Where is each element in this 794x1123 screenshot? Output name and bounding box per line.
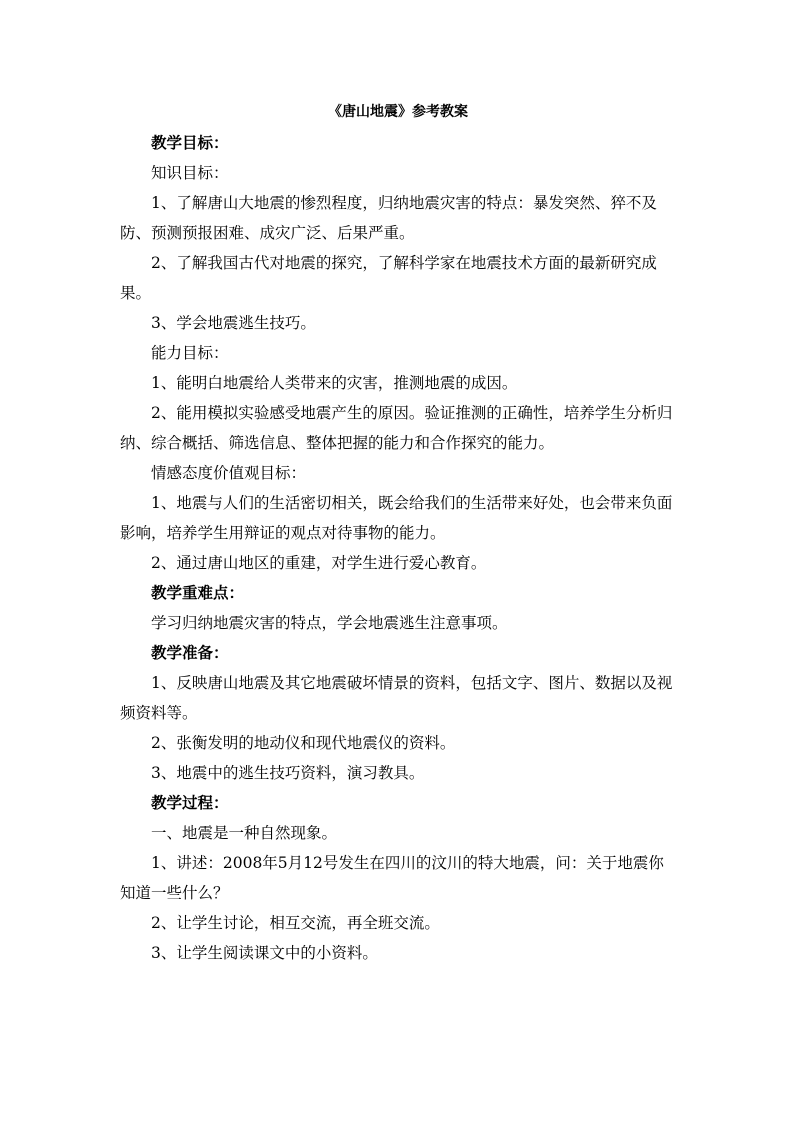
paragraph: 2、通过唐山地区的重建，对学生进行爱心教育。 [151, 554, 487, 572]
document-title: 《唐山地震》参考教案 [328, 104, 468, 120]
subheading-emotion: 情感态度价值观目标： [151, 464, 307, 482]
paragraph: 1、反映唐山地震及其它地震破坏情景的资料，包括文字、图片、数据以及视频资料等。 [120, 674, 673, 722]
paragraph: 学习归纳地震灾害的特点，学会地震逃生注意事项。 [151, 614, 508, 632]
paragraph: 2、能用模拟实验感受地震产生的原因。验证推测的正确性，培养学生分析归纳、综合概括、筛选信息、整体把握的能力和合作探究的能力。 [120, 404, 673, 452]
subheading-knowledge: 知识目标： [151, 164, 229, 182]
paragraph: 1、讲述：2008年5月12号发生在四川的汶川的特大地震，问：关于地震你知道一些什么？ [120, 854, 664, 902]
paragraph: 2、了解我国古代对地震的探究，了解科学家在地震技术方面的最新研究成果。 [120, 254, 657, 302]
section-heading-preparation: 教学准备： [151, 644, 229, 662]
paragraph: 2、张衡发明的地动仪和现代地震仪的资料。 [151, 734, 456, 752]
paragraph: 一、地震是一种自然现象。 [151, 824, 338, 842]
paragraph: 3、让学生阅读课文中的小资料。 [151, 944, 378, 962]
paragraph: 3、学会地震逃生技巧。 [151, 314, 316, 332]
paragraph: 1、地震与人们的生活密切相关，既会给我们的生活带来好处，也会带来负面影响，培养学生用辩证的观点对待事物的能力。 [120, 494, 673, 542]
document-body [120, 100, 676, 968]
paragraph: 1、能明白地震给人类带来的灾害，推测地震的成因。 [151, 374, 518, 392]
section-heading-key-points: 教学重难点： [151, 584, 245, 602]
section-heading-goals: 教学目标： [151, 134, 229, 152]
section-heading-process: 教学过程： [151, 794, 229, 812]
paragraph: 1、了解唐山大地震的惨烈程度，归纳地震灾害的特点：暴发突然、猝不及防、预测预报困难、成灾广泛、后果严重。 [120, 194, 657, 242]
paragraph: 3、地震中的逃生技巧资料，演习教具。 [151, 764, 425, 782]
paragraph: 2、让学生讨论，相互交流，再全班交流。 [151, 914, 440, 932]
subheading-ability: 能力目标： [151, 344, 229, 362]
